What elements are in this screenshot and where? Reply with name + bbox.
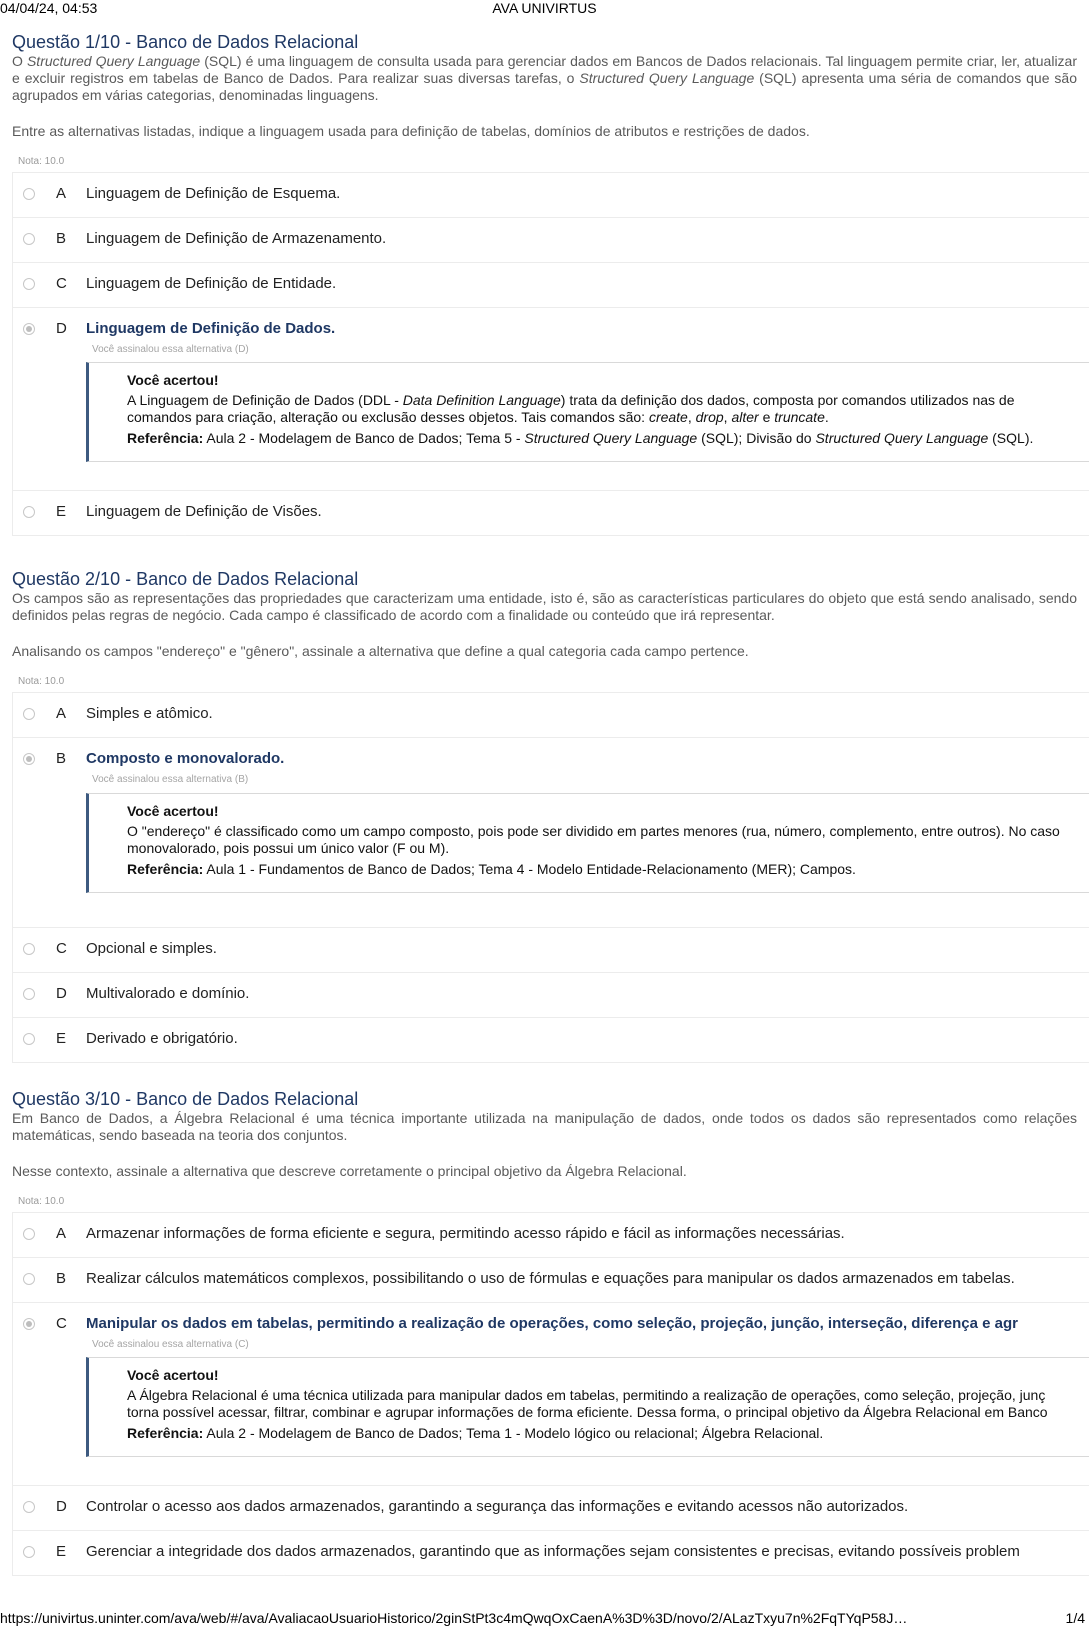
option-a[interactable] xyxy=(13,1213,1089,1257)
option-e[interactable] xyxy=(13,490,1089,535)
option-b-selected[interactable] xyxy=(13,737,1089,927)
selected-note: Você assinalou essa alternativa (C) xyxy=(92,1339,249,1350)
question-text: O Structured Query Language (SQL) é uma linguagem de consulta usada para gerenciar dados em Bancos de Dados relacionais. Tal linguagem permite criar, ler, atualizar e excluir registros em tabelas de Banco de Dados. Para realizar suas diversas tarefas, o Structured Query Language (SQL) apresenta uma séria de comandos que são agrupados em várias categorias, denominadas linguagens. xyxy=(12,53,1078,103)
option-letter: B xyxy=(56,230,67,247)
radio-button[interactable] xyxy=(23,233,35,245)
radio-button[interactable] xyxy=(23,278,35,290)
print-page-title: AVA UNIVIRTUS xyxy=(492,0,597,16)
print-datetime: 04/04/24, 04:53 xyxy=(0,0,98,16)
radio-button[interactable] xyxy=(23,188,35,200)
feedback-reference: Referência: Aula 2 - Modelagem de Banco de Dados; Tema 1 - Modelo lógico ou relacional; Álgebra Relacional. xyxy=(127,1425,824,1441)
option-letter: C xyxy=(56,1315,67,1332)
option-text: Linguagem de Definição de Visões. xyxy=(86,503,322,520)
question-text: Em Banco de Dados, a Álgebra Relacional é uma técnica importante utilizada na manipulação de dados, onde todos os dados são representados como relações matemáticas, sendo baseada na teoria dos conjuntos. xyxy=(12,1110,1077,1143)
option-letter: E xyxy=(56,1543,67,1560)
selected-note: Você assinalou essa alternativa (D) xyxy=(92,344,249,355)
option-text: Linguagem de Definição de Dados. xyxy=(86,320,336,337)
question-2 xyxy=(12,568,1089,1063)
feedback-title: Você acertou! xyxy=(127,1367,219,1383)
option-letter: D xyxy=(56,985,67,1002)
option-text: Derivado e obrigatório. xyxy=(86,1030,238,1047)
option-d[interactable] xyxy=(13,1485,1089,1530)
option-letter: C xyxy=(56,275,67,292)
grade-label: Nota: 10.0 xyxy=(18,1196,65,1207)
radio-button[interactable] xyxy=(23,1273,35,1285)
option-letter: E xyxy=(56,1030,67,1047)
feedback-line: O "endereço" é classificado como um campo composto, pois pode ser dividido em partes menores (rua, número, complemento, entre outros). No caso xyxy=(127,823,1060,839)
option-letter: A xyxy=(56,705,67,722)
option-e[interactable] xyxy=(13,1017,1089,1062)
question-title: Questão 3/10 - Banco de Dados Relacional xyxy=(12,1089,359,1109)
option-d-selected[interactable] xyxy=(13,307,1089,490)
option-a[interactable] xyxy=(13,173,1089,217)
radio-button[interactable] xyxy=(23,708,35,720)
radio-button[interactable] xyxy=(23,506,35,518)
option-c-selected[interactable] xyxy=(13,1302,1089,1485)
option-text: Linguagem de Definição de Esquema. xyxy=(86,185,341,202)
option-text: Multivalorado e domínio. xyxy=(86,985,250,1002)
question-prompt: Entre as alternativas listadas, indique a linguagem usada para definição de tabelas, domínios de atributos e restrições de dados. xyxy=(12,123,810,139)
radio-button-checked[interactable] xyxy=(23,1318,35,1330)
option-c[interactable] xyxy=(13,927,1089,972)
feedback-box xyxy=(86,362,1089,462)
option-text: Armazenar informações de forma eficiente e segura, permitindo acesso rápido e fácil as informações necessárias. xyxy=(86,1225,845,1242)
radio-button-checked[interactable] xyxy=(23,753,35,765)
options-list xyxy=(12,692,1089,1063)
option-text: Realizar cálculos matemáticos complexos, possibilitando o uso de fórmulas e equações para manipular os dados armazenados em tabelas. xyxy=(86,1270,1015,1287)
radio-button[interactable] xyxy=(23,1546,35,1558)
option-letter: A xyxy=(56,1225,67,1242)
option-letter: B xyxy=(56,750,67,767)
grade-label: Nota: 10.0 xyxy=(18,676,65,687)
question-1 xyxy=(12,31,1089,536)
selected-note: Você assinalou essa alternativa (B) xyxy=(92,774,249,785)
option-b[interactable] xyxy=(13,1257,1089,1302)
print-footer xyxy=(0,1609,1089,1627)
options-list xyxy=(12,1212,1089,1576)
feedback-title: Você acertou! xyxy=(127,372,219,388)
option-text: Manipular os dados em tabelas, permitindo a realização de operações, como seleção, projeção, junção, interseção, diferença e agr xyxy=(86,1315,1018,1332)
print-header xyxy=(0,0,1089,16)
question-title: Questão 1/10 - Banco de Dados Relacional xyxy=(12,32,359,52)
feedback-title: Você acertou! xyxy=(127,803,219,819)
feedback-box xyxy=(86,1357,1089,1457)
option-letter: D xyxy=(56,1498,67,1515)
feedback-reference: Referência: Aula 2 - Modelagem de Banco de Dados; Tema 5 - Structured Query Language (SQL); Divisão do Structured Query Language (SQL). xyxy=(127,430,1034,446)
radio-button[interactable] xyxy=(23,943,35,955)
option-text: Composto e monovalorado. xyxy=(86,750,285,767)
radio-button[interactable] xyxy=(23,1501,35,1513)
feedback-line: comandos para criação, alteração ou exclusão desses objetos. Tais comandos são: create, drop, alter e truncate. xyxy=(127,409,829,425)
options-list xyxy=(12,172,1089,536)
option-a[interactable] xyxy=(13,693,1089,737)
feedback-line: A Linguagem de Definição de Dados (DDL - Data Definition Language) trata da definição dos dados, composta por comandos utilizados nas de xyxy=(127,392,1015,408)
grade-label: Nota: 10.0 xyxy=(18,156,65,167)
radio-button-checked[interactable] xyxy=(23,323,35,335)
radio-button[interactable] xyxy=(23,1033,35,1045)
feedback-reference: Referência: Aula 1 - Fundamentos de Banco de Dados; Tema 4 - Modelo Entidade-Relacionamento (MER); Campos. xyxy=(127,861,856,877)
option-c[interactable] xyxy=(13,262,1089,307)
option-d[interactable] xyxy=(13,972,1089,1017)
option-text: Linguagem de Definição de Armazenamento. xyxy=(86,230,387,247)
option-text: Linguagem de Definição de Entidade. xyxy=(86,275,337,292)
option-letter: E xyxy=(56,503,67,520)
page-url: https://univirtus.uninter.com/ava/web/#/ava/AvaliacaoUsuarioHistorico/2ginStPt3c4mQwqOxCaenA%3D%3D/novo/2/ALazTxyu7n%2FqTYqP58J… xyxy=(0,1610,908,1626)
page-number: 1/4 xyxy=(1065,1610,1085,1626)
question-text: Os campos são as representações das propriedades que caracterizam uma entidade, isto é, são as características particulares do objeto que está sendo analisado, sendo definidos pelas regras de negócio. Cada campo é classificado de acordo com a finalidade ou conteúdo que irá representar. xyxy=(12,590,1077,623)
question-3 xyxy=(12,1088,1089,1576)
question-prompt: Nesse contexto, assinale a alternativa que descreve corretamente o principal objetivo da Álgebra Relacional. xyxy=(12,1163,687,1179)
question-prompt: Analisando os campos "endereço" e "gênero", assinale a alternativa que define a qual categoria cada campo pertence. xyxy=(12,643,749,659)
radio-button[interactable] xyxy=(23,1228,35,1240)
feedback-box xyxy=(86,793,1089,893)
option-letter: B xyxy=(56,1270,67,1287)
option-letter: A xyxy=(56,185,67,202)
option-letter: C xyxy=(56,940,67,957)
option-text: Gerenciar a integridade dos dados armazenados, garantindo que as informações sejam consistentes e precisas, evitando possíveis problem xyxy=(86,1543,1020,1560)
option-text: Simples e atômico. xyxy=(86,705,213,722)
option-letter: D xyxy=(56,320,67,337)
feedback-line: A Álgebra Relacional é uma técnica utilizada para manipular dados em tabelas, permitindo a realização de operações, como seleção, projeção, junç xyxy=(127,1387,1046,1403)
option-text: Opcional e simples. xyxy=(86,940,217,957)
option-e[interactable] xyxy=(13,1530,1089,1575)
option-b[interactable] xyxy=(13,217,1089,262)
option-text: Controlar o acesso aos dados armazenados, garantindo a segurança das informações e evitando acessos não autorizados. xyxy=(86,1498,909,1515)
feedback-line: torna possível acessar, filtrar, combinar e agrupar informações de forma eficiente. Dessa forma, o principal objetivo da Álgebra Relacional em Banco xyxy=(127,1404,1048,1420)
question-title: Questão 2/10 - Banco de Dados Relacional xyxy=(12,569,359,589)
radio-button[interactable] xyxy=(23,988,35,1000)
feedback-line: monovalorado, pois possui um único valor (F ou M). xyxy=(127,840,450,856)
